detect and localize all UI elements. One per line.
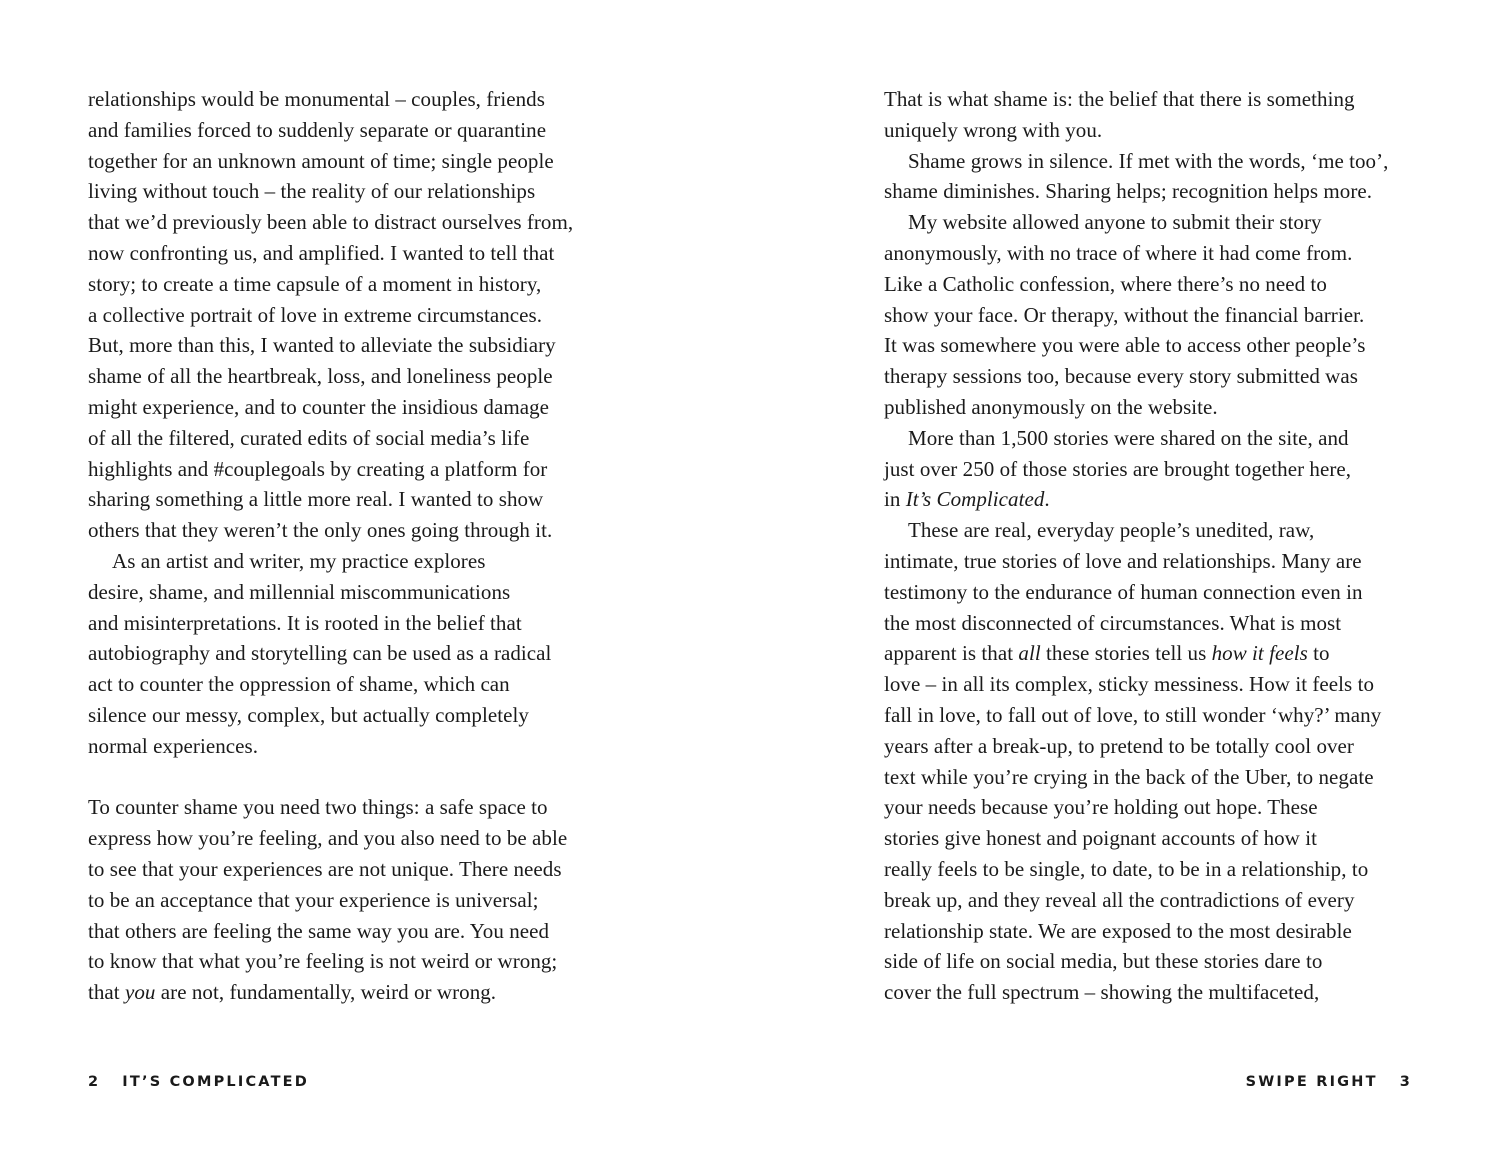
text-line: text while you’re crying in the back of the Uber, to negate bbox=[884, 764, 1374, 789]
text-line: act to counter the oppression of shame, which can bbox=[88, 672, 510, 697]
text-line: shame diminishes. Sharing helps; recognition helps more. bbox=[884, 179, 1373, 204]
paragraph bbox=[88, 792, 573, 977]
text-line: that you are not, fundamentally, weird or wrong. bbox=[88, 980, 497, 1005]
text-line: To counter shame you need two things: a safe space to bbox=[88, 795, 548, 820]
paragraph bbox=[884, 669, 1388, 1008]
paragraph bbox=[884, 207, 1388, 423]
text-line: cover the full spectrum – showing the multifaceted, bbox=[884, 980, 1320, 1005]
page-number: 3 bbox=[1399, 1074, 1412, 1090]
emphasis: all bbox=[1018, 641, 1041, 666]
text-line: really feels to be single, to date, to be in a relationship, to bbox=[884, 856, 1369, 881]
book-title: It’s Complicated bbox=[905, 487, 1045, 512]
text-line: of all the filtered, curated edits of social media’s life bbox=[88, 425, 530, 450]
text-line: years after a break-up, to pretend to be totally cool over bbox=[884, 733, 1354, 758]
text-line: that we’d previously been able to distract ourselves from, bbox=[88, 210, 574, 235]
text-line: published anonymously on the website. bbox=[884, 394, 1218, 419]
emphasis: how it feels bbox=[1211, 641, 1308, 666]
text-line: a collective portrait of love in extreme circumstances. bbox=[88, 302, 543, 327]
text-line: together for an unknown amount of time; single people bbox=[88, 148, 554, 173]
paragraph bbox=[88, 546, 573, 762]
text-line: silence our messy, complex, but actually completely bbox=[88, 702, 529, 727]
left-page-footer bbox=[88, 1074, 309, 1090]
text-line: therapy sessions too, because every story submitted was bbox=[884, 364, 1358, 389]
paragraph bbox=[88, 84, 573, 546]
paragraph-gap bbox=[88, 762, 573, 793]
emphasis: you bbox=[125, 980, 156, 1005]
text-line: express how you’re feeling, and you also need to be able bbox=[88, 826, 568, 851]
text-line: in It’s Complicated. bbox=[884, 487, 1050, 512]
text-line: that others are feeling the same way you are. You need bbox=[88, 918, 550, 943]
text-line: normal experiences. bbox=[88, 733, 259, 758]
text-line: My website allowed anyone to submit their story bbox=[908, 210, 1322, 235]
text-line: relationship state. We are exposed to the most desirable bbox=[884, 918, 1352, 943]
text-line: to see that your experiences are not unique. There needs bbox=[88, 856, 562, 881]
text-line: to know that what you’re feeling is not weird or wrong; bbox=[88, 949, 558, 974]
text-line: might experience, and to counter the insidious damage bbox=[88, 394, 550, 419]
page-number: 2 bbox=[88, 1074, 101, 1090]
right-page-body bbox=[884, 84, 1388, 1008]
paragraph bbox=[884, 515, 1388, 638]
text-line: But, more than this, I wanted to alleviate the subsidiary bbox=[88, 333, 556, 358]
text-line: living without touch – the reality of our relationships bbox=[88, 179, 536, 204]
right-page bbox=[750, 0, 1500, 1151]
text-line: your needs because you’re holding out hope. These bbox=[884, 795, 1318, 820]
text-line: uniquely wrong with you. bbox=[884, 117, 1103, 142]
text-line: side of life on social media, but these stories dare to bbox=[884, 949, 1323, 974]
text-line: and families forced to suddenly separate or quarantine bbox=[88, 117, 547, 142]
text-line: Like a Catholic confession, where there’s no need to bbox=[884, 271, 1327, 296]
text-line: relationships would be monumental – couples, friends bbox=[88, 87, 545, 111]
text-line: anonymously, with no trace of where it had come from. bbox=[884, 240, 1353, 265]
paragraph bbox=[884, 423, 1388, 485]
text-line: stories give honest and poignant accounts of how it bbox=[884, 826, 1317, 851]
text-line: That is what shame is: the belief that there is something bbox=[884, 87, 1355, 111]
text-line: to be an acceptance that your experience is universal; bbox=[88, 887, 539, 912]
text-line: autobiography and storytelling can be used as a radical bbox=[88, 641, 552, 666]
text-line: apparent is that all these stories tell us how it feels to bbox=[884, 641, 1330, 666]
text-line: just over 250 of those stories are brought together here, bbox=[884, 456, 1352, 481]
left-page-body bbox=[88, 84, 573, 1008]
right-page-footer bbox=[1246, 1074, 1412, 1090]
text-line: testimony to the endurance of human connection even in bbox=[884, 579, 1363, 604]
text-line: intimate, true stories of love and relationships. Many are bbox=[884, 548, 1362, 573]
text-line: highlights and #couplegoals by creating a platform for bbox=[88, 456, 548, 481]
text-line: More than 1,500 stories were shared on the site, and bbox=[908, 425, 1349, 450]
text-line: As an artist and writer, my practice explores bbox=[112, 548, 486, 573]
text-line: break up, and they reveal all the contradictions of every bbox=[884, 887, 1355, 912]
text-line: shame of all the heartbreak, loss, and loneliness people bbox=[88, 364, 553, 389]
paragraph bbox=[884, 146, 1388, 208]
text-line: now confronting us, and amplified. I wanted to tell that bbox=[88, 240, 555, 265]
text-line: These are real, everyday people’s unedited, raw, bbox=[908, 518, 1315, 543]
running-title: IT’S COMPLICATED bbox=[122, 1074, 310, 1090]
text-line: show your face. Or therapy, without the financial barrier. bbox=[884, 302, 1365, 327]
text-line: fall in love, to fall out of love, to still wonder ‘why?’ many bbox=[884, 702, 1382, 727]
text-line: the most disconnected of circumstances. What is most bbox=[884, 610, 1342, 635]
text-line: It was somewhere you were able to access other people’s bbox=[884, 333, 1366, 358]
text-line: and misinterpretations. It is rooted in the belief that bbox=[88, 610, 522, 635]
text-line: Shame grows in silence. If met with the words, ‘me too’, bbox=[908, 148, 1389, 173]
paragraph bbox=[884, 84, 1388, 146]
text-line: others that they weren’t the only ones going through it. bbox=[88, 518, 553, 543]
text-line: sharing something a little more real. I wanted to show bbox=[88, 487, 544, 512]
text-line: desire, shame, and millennial miscommunications bbox=[88, 579, 511, 604]
text-line: love – in all its complex, sticky messiness. How it feels to bbox=[884, 672, 1375, 697]
running-title: SWIPE RIGHT bbox=[1245, 1074, 1378, 1090]
text-line: story; to create a time capsule of a moment in history, bbox=[88, 271, 542, 296]
